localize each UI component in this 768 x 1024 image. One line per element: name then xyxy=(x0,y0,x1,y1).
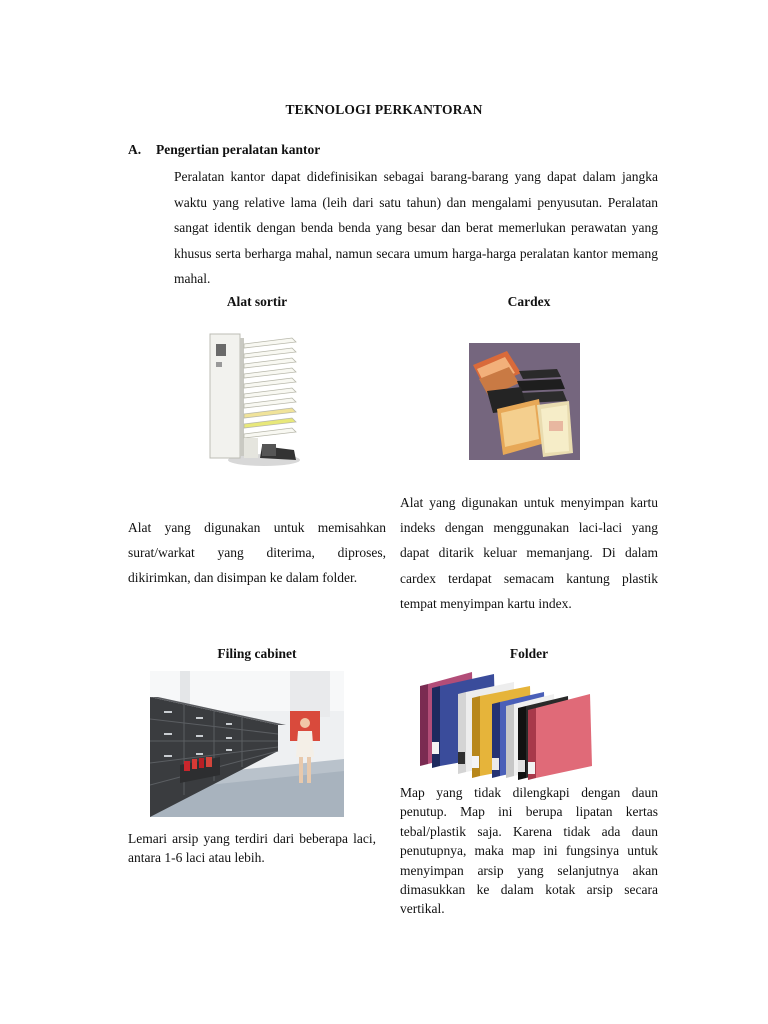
section-heading xyxy=(128,142,320,158)
cardex-heading: Cardex xyxy=(507,294,551,309)
section-heading-text: Pengertian peralatan kantor xyxy=(156,142,321,157)
filing-cabinet-caption: Lemari arsip yang terdiri dari beberapa laci, antara 1-6 laci atau lebih. xyxy=(128,831,376,866)
page-title: TEKNOLOGI PERKANTORAN xyxy=(285,102,483,117)
intro-paragraph-text: Peralatan kantor dapat didefinisikan sebagai barang-barang yang dapat dalam jangka waktu yang relative lama (leih dari satu tahun) dan mengalami penyusutan. Peralatan sangat identik dengan benda benda yang besar dan berat memerlukan perawatan yang khusus serta berharga mahal, namun secara umum harga-harga peralatan kantor memang mahal. xyxy=(174,169,658,286)
filing-cabinet-heading: Filing cabinet xyxy=(217,646,297,661)
alat-sortir-heading: Alat sortir xyxy=(226,294,288,309)
alat-sortir-caption: Alat yang digunakan untuk memisahkan surat/warkat yang diterima, diproses, dikirimkan, dan disimpan ke dalam folder. xyxy=(128,520,386,586)
folder-heading: Folder xyxy=(509,646,549,661)
alat-sortir-image xyxy=(204,328,304,468)
folder-image xyxy=(418,668,594,780)
cardex-image xyxy=(469,343,580,460)
intro-paragraph xyxy=(128,164,658,292)
folder-caption: Map yang tidak dilengkapi dengan daun penutup. Map ini berupa lipatan kertas tebal/plastik saja. Karena tidak ada daun penutupnya, maka map ini fungsinya untuk menyimpan arsip yang selanjutnya akan dimasukkan ke dalam kotak arsip secara vertikal. xyxy=(400,785,658,917)
cardex-caption: Alat yang digunakan untuk menyimpan kartu indeks dengan menggunakan laci-laci yang dapat ditarik keluar memanjang. Di dalam cardex terdapat semacam kantung plastik tempat menyimpan kartu index. xyxy=(400,495,658,611)
section-number: A. xyxy=(128,142,142,157)
filing-cabinet-image xyxy=(150,671,344,817)
